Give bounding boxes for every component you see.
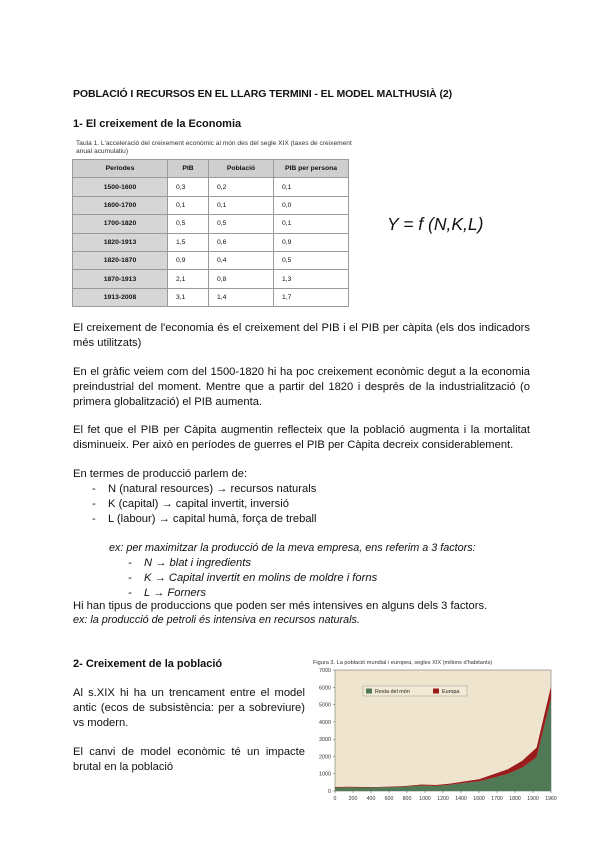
list-item: - K → Capital invertit en molins de moldre i forns (128, 571, 528, 586)
population-chart-svg (309, 657, 561, 807)
x-tick-label: 1900 (527, 796, 539, 802)
col-poblacio: Població (209, 160, 274, 178)
table-cell: 1820-1913 (73, 233, 168, 251)
y-tick-label: 1000 (319, 771, 331, 778)
table-row (73, 233, 349, 251)
list-item: - L (labour) → capital humà, força de treball (92, 512, 512, 527)
table-row (73, 178, 349, 196)
pib-table-wrapper (72, 159, 349, 307)
x-tick-label: 400 (366, 796, 376, 802)
table-cell: 0,3 (168, 178, 209, 196)
table-cell: 0,9 (274, 233, 349, 251)
list-item: - L → Forners (128, 586, 528, 601)
table-cell: 0,5 (209, 215, 274, 233)
table-cell: 3,1 (168, 288, 209, 306)
table-header-row (73, 160, 349, 178)
col-pib: PIB (168, 160, 209, 178)
production-formula: Y = f (N,K,L) (387, 214, 484, 234)
example-intro: ex: per maximitzar la producció de la meva empresa, ens referim a 3 factors: (109, 542, 476, 554)
table-cell: 1,3 (274, 270, 349, 288)
paragraph-growth: El creixement de l'economia és el creixement del PIB i el PIB per càpita (els dos indicadors més utilitzats) (73, 322, 530, 349)
table-cell: 0,6 (209, 233, 274, 251)
table-row (73, 251, 349, 269)
x-tick-label: 0 (333, 796, 337, 802)
table-row (73, 215, 349, 233)
table-cell: 1700-1820 (73, 215, 168, 233)
y-tick-label: 6000 (319, 685, 331, 692)
pib-table (72, 159, 349, 307)
table-cell: 0,9 (168, 251, 209, 269)
example-list (128, 556, 528, 601)
table-cell: 0,5 (274, 251, 349, 269)
list-item: - K (capital) → capital invertit, inversió (92, 497, 512, 512)
table-cell: 1,7 (274, 288, 349, 306)
x-tick-label: 200 (348, 796, 358, 802)
table-cell: 0,1 (274, 215, 349, 233)
y-tick-label: 5000 (319, 702, 331, 709)
x-tick-label: 1960 (545, 796, 557, 802)
list-item: - N → blat i ingredients (128, 556, 528, 571)
terms-intro: En termes de producció parlem de: (73, 468, 248, 480)
y-tick-label: 7000 (319, 668, 331, 674)
table-cell: 1500-1600 (73, 178, 168, 196)
table-cell: 0,1 (168, 196, 209, 214)
section2-heading: 2- Creixement de la població (73, 658, 223, 670)
y-tick-label: 0 (328, 789, 331, 795)
legend-swatch-europe (433, 689, 439, 694)
paragraph-graph: En el gràfic veiem com del 1500-1820 hi ha poc creixement econòmic degut a la economia preindustrial del moment. Mentre que a partir del 1820 i després de la industrialització (o primera globalització) el PIB aumenta. (73, 366, 530, 408)
table-cell: 0,4 (209, 251, 274, 269)
paragraph-intensive-example: ex: la producció de petroli és intensiva en recursos naturals. (73, 614, 360, 626)
table-cell: 1600-1700 (73, 196, 168, 214)
x-tick-label: 1800 (509, 796, 521, 802)
paragraph-intensive: Hi han tipus de produccions que poden ser més intensives en alguns dels 3 factors. (73, 600, 488, 612)
x-tick-label: 1200 (437, 796, 449, 802)
y-tick-label: 2000 (319, 754, 331, 761)
paragraph-pib-capita: El fet que el PIB per Càpita augmentin reflecteix que la població augmenta i la mortalitat disminueix. Per això en períodes de guerres el PIB per Càpita decreix considerablement. (73, 424, 530, 451)
table-row (73, 270, 349, 288)
x-tick-label: 800 (402, 796, 412, 802)
document-title: POBLACIÓ I RECURSOS EN EL LLARG TERMINI - EL MODEL MALTHUSIÀ (2) (73, 88, 452, 100)
y-tick-label: 4000 (319, 719, 331, 726)
list-item: - N (natural resources) → recursos naturals (92, 482, 512, 497)
table-caption: Taula 1. L'acceleració del creixement econòmic al món des del segle XIX (taxes de creixement anual acumulatiu) (76, 140, 352, 155)
chart-title: Figura 3. La població mundial i europea, segles XIX (milions d'habitants) (313, 660, 493, 666)
legend-label-rest: Resta del món (375, 689, 410, 695)
x-tick-label: 1400 (455, 796, 467, 802)
table-row (73, 196, 349, 214)
table-cell: 1,5 (168, 233, 209, 251)
table-cell: 0,1 (209, 196, 274, 214)
y-tick-label: 3000 (319, 737, 331, 744)
col-periodes: Períodes (73, 160, 168, 178)
table-row (73, 288, 349, 306)
table-cell: 1870-1913 (73, 270, 168, 288)
x-tick-label: 1600 (473, 796, 485, 802)
table-cell: 1,4 (209, 288, 274, 306)
x-tick-label: 1700 (491, 796, 503, 802)
col-pib-persona: PIB per persona (274, 160, 349, 178)
section1-heading: 1- El creixement de la Economia (73, 118, 242, 130)
table-cell: 2,1 (168, 270, 209, 288)
terms-list (92, 482, 512, 527)
table-cell: 0,1 (274, 178, 349, 196)
table-cell: 0,5 (168, 215, 209, 233)
x-tick-label: 1000 (419, 796, 431, 802)
table-cell: 1913-2008 (73, 288, 168, 306)
table-cell: 1820-1870 (73, 251, 168, 269)
legend-label-europe: Europa (442, 689, 460, 695)
paragraph-xix: Al s.XIX hi ha un trencament entre el model antic (ecos de subsistència: per a sobreviure) vs modern. (73, 687, 305, 729)
table-cell: 0,2 (209, 178, 274, 196)
paragraph-impact: El canvi de model econòmic té un impacte brutal en la població (73, 746, 305, 773)
table-cell: 0,8 (209, 270, 274, 288)
table-cell: 0,0 (274, 196, 349, 214)
population-chart (309, 657, 561, 807)
legend-swatch-rest (366, 689, 372, 694)
x-tick-label: 600 (384, 796, 394, 802)
